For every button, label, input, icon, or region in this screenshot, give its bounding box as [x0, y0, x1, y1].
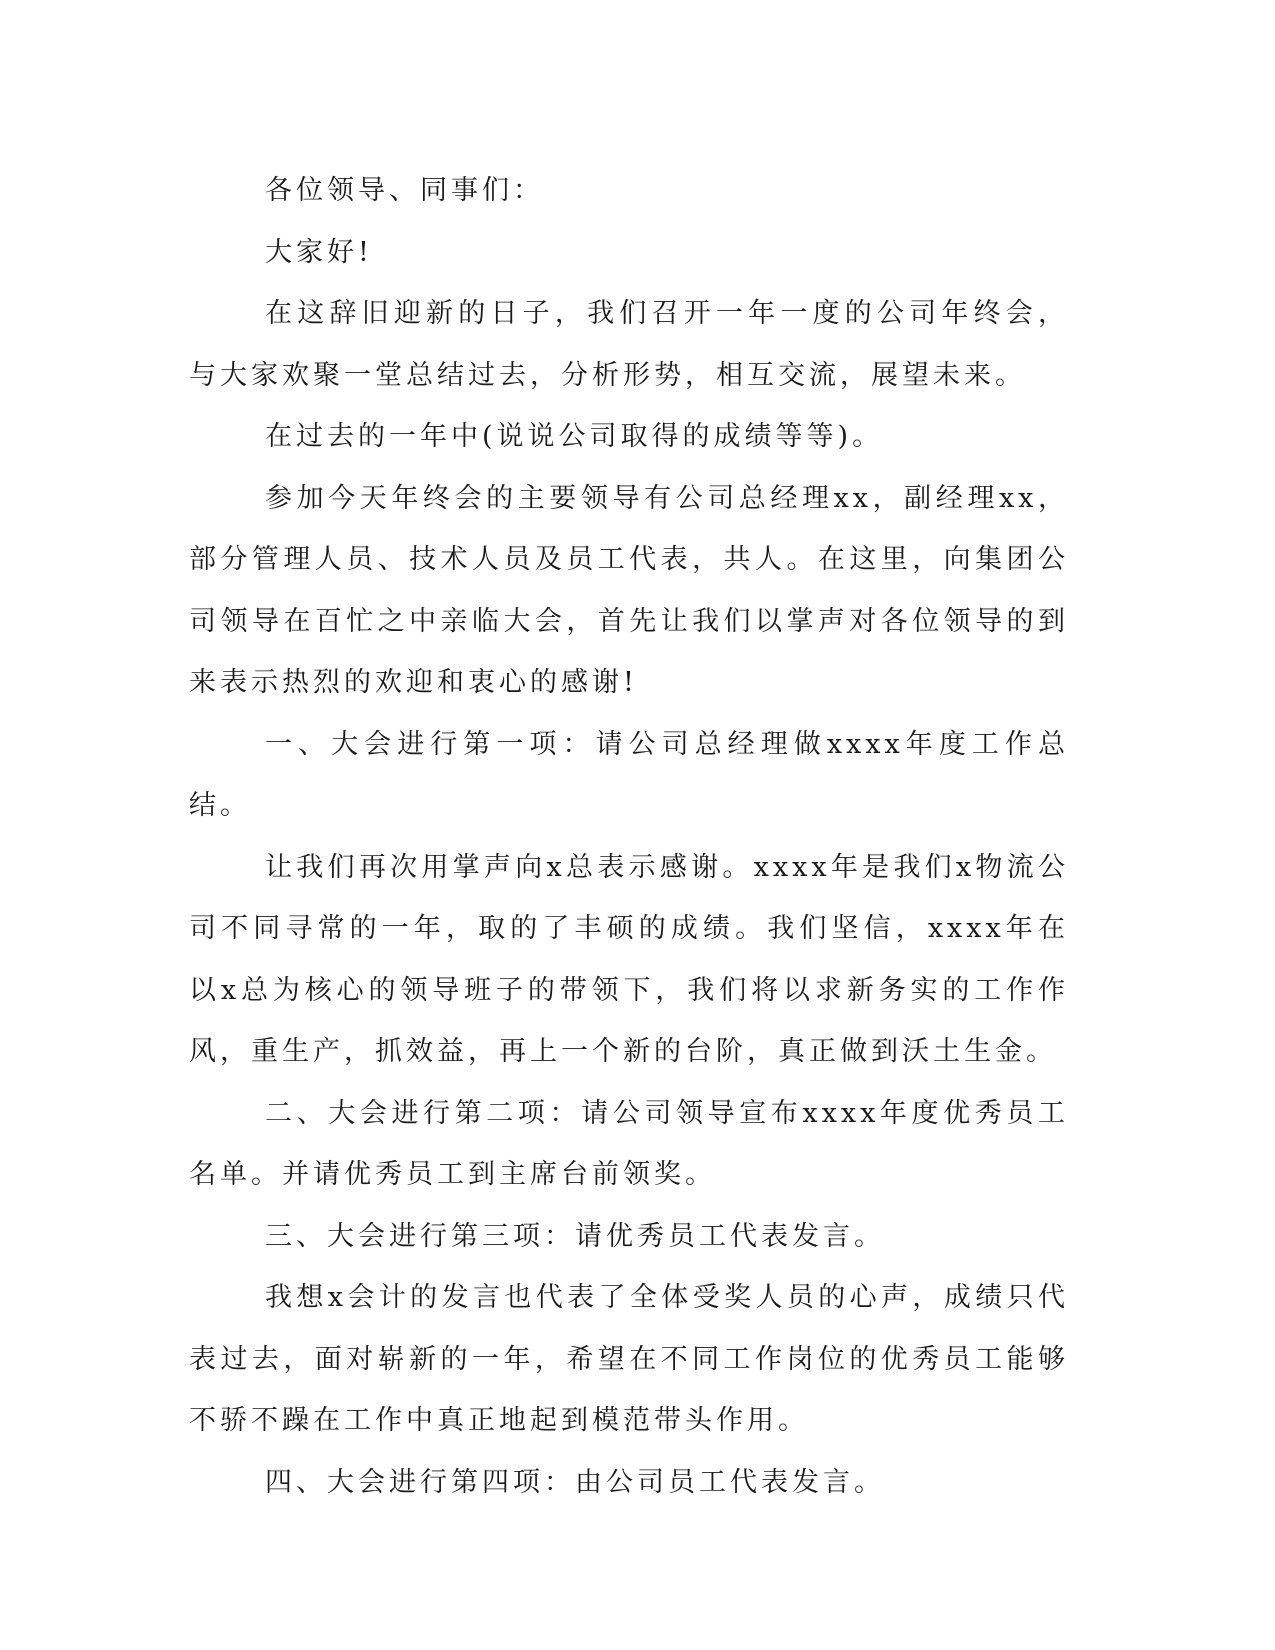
agenda-item-2: 二、大会进行第二项：请公司领导宣布xxxx年度优秀员工名单。并请优秀员工到主席台前领奖。 [189, 1097, 1069, 1190]
paragraph-thanks: 让我们再次用掌声向x总表示感谢。xxxx年是我们x物流公司不同寻常的一年，取的了丰硕的成绩。我们坚信，xxxx年在以x总为核心的领导班子的带领下，我们将以求新务实的工作作风，重生产，抓效益，再上一个新的台阶，真正做到沃土生金。 [189, 851, 1069, 1067]
agenda-item-4: 四、大会进行第四项：由公司员工代表发言。 [265, 1466, 885, 1498]
greeting: 大家好! [265, 236, 373, 268]
salutation: 各位领导、同事们： [265, 175, 544, 206]
paragraph-attendees: 参加今天年终会的主要领导有公司总经理xx，副经理xx，部分管理人员、技术人员及员工代表，共人。在这里，向集团公司领导在百忙之中亲临大会，首先让我们以掌声对各位领导的到来表示热烈的欢迎和衷心的感谢! [189, 482, 1069, 698]
document-body [189, 160, 1069, 1513]
paragraph-speech-response: 我想x会计的发言也代表了全体受奖人员的心声，成绩只代表过去，面对崭新的一年，希望在不同工作岗位的优秀员工能够不骄不躁在工作中真正地起到模范带头作用。 [189, 1282, 1069, 1436]
paragraph-opening: 在这辞旧迎新的日子，我们召开一年一度的公司年终会，与大家欢聚一堂总结过去，分析形势，相互交流，展望未来。 [189, 298, 1069, 391]
agenda-item-1: 一、大会进行第一项：请公司总经理做xxxx年度工作总结。 [189, 728, 1069, 821]
paragraph-past-year: 在过去的一年中(说说公司取得的成绩等等)。 [265, 421, 884, 452]
agenda-item-3: 三、大会进行第三项：请优秀员工代表发言。 [265, 1220, 885, 1252]
